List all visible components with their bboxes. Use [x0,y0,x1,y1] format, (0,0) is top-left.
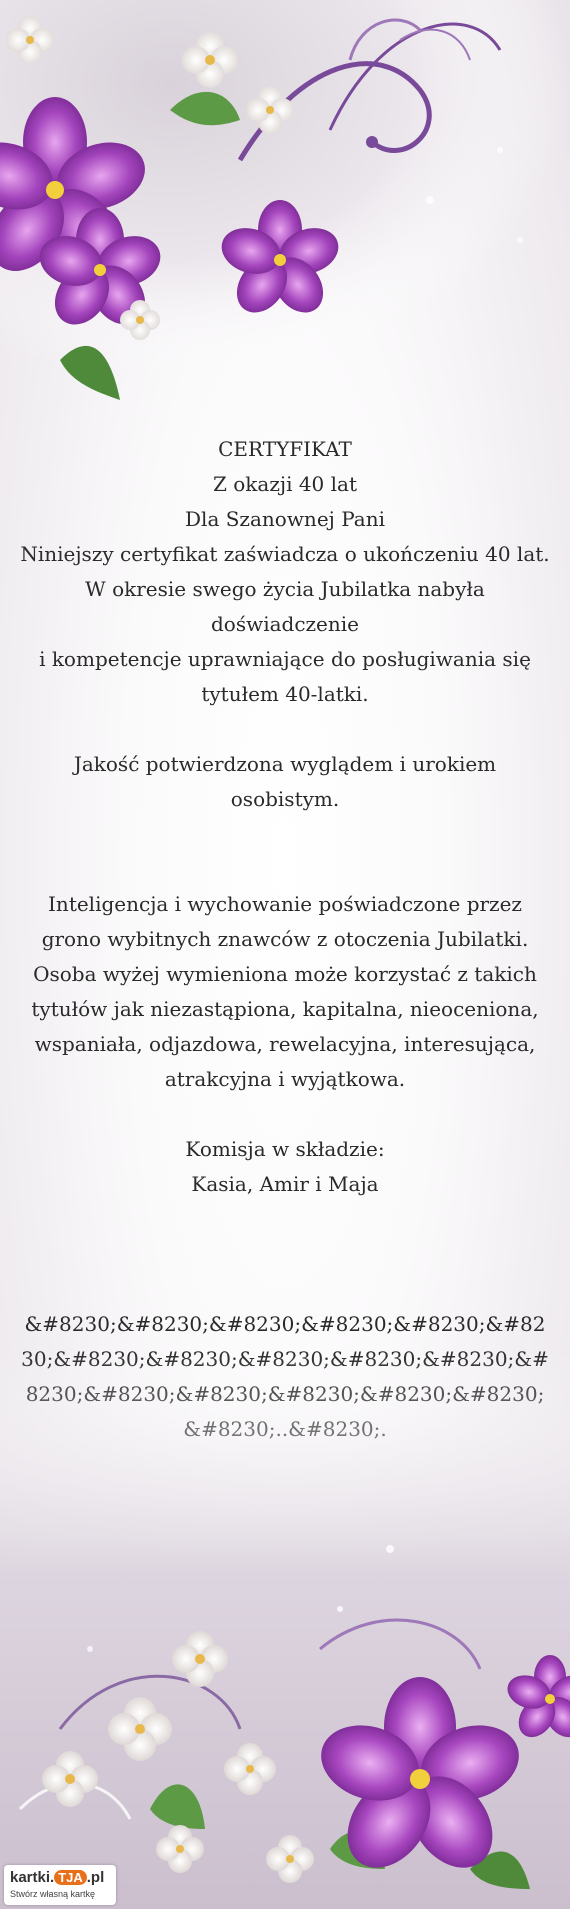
logo-brand [10,1869,104,1886]
logo-tagline: Stwórz własną kartkę [10,1889,96,1899]
committee-members: Kasia, Amir i Maja [191,1172,379,1196]
recipient-line: Dla Szanownej Pani [185,507,385,531]
certificate-title: CERTYFIKAT [218,437,352,461]
logo-brand-suffix: .pl [86,1869,105,1886]
logo-brand-badge: TJA [54,1870,87,1885]
competence-line: i kompetencje uprawniające do posługiwania się tytułem 40-latki. [39,647,531,706]
logo-brand-prefix: kartki. [10,1869,55,1886]
occasion-line: Z okazji 40 lat [213,472,357,496]
quality-line: Jakość potwierdzona wyglądem i urokiem osobistym. [73,752,497,811]
intelligence-line: Inteligencja i wychowanie poświadczone przez grono wybitnych znawców z otoczenia Jubilatki. [41,892,529,951]
floral-decoration-bottom [0,1349,570,1909]
kartki-logo[interactable] [4,1865,116,1905]
completion-line: Niniejszy certyfikat zaświadcza o ukończeniu 40 lat. [20,542,550,566]
floral-decoration-top [0,0,570,420]
entity-text-line: &#8230;&#8230;&#8230;&#8230;&#8230;&#82 [24,1312,546,1336]
certificate-text [20,432,550,1447]
committee-label: Komisja w składzie: [185,1137,385,1161]
titles-line: Osoba wyżej wymieniona może korzystać z takich tytułów jak niezastąpiona, kapitalna, nieoceniona, wspaniała, odjazdowa, rewelacyjna, interesująca, atrakcyjna i wyjątkowa. [31,962,539,1091]
experience-line: W okresie swego życia Jubilatka nabyła doświadczenie [85,577,485,636]
